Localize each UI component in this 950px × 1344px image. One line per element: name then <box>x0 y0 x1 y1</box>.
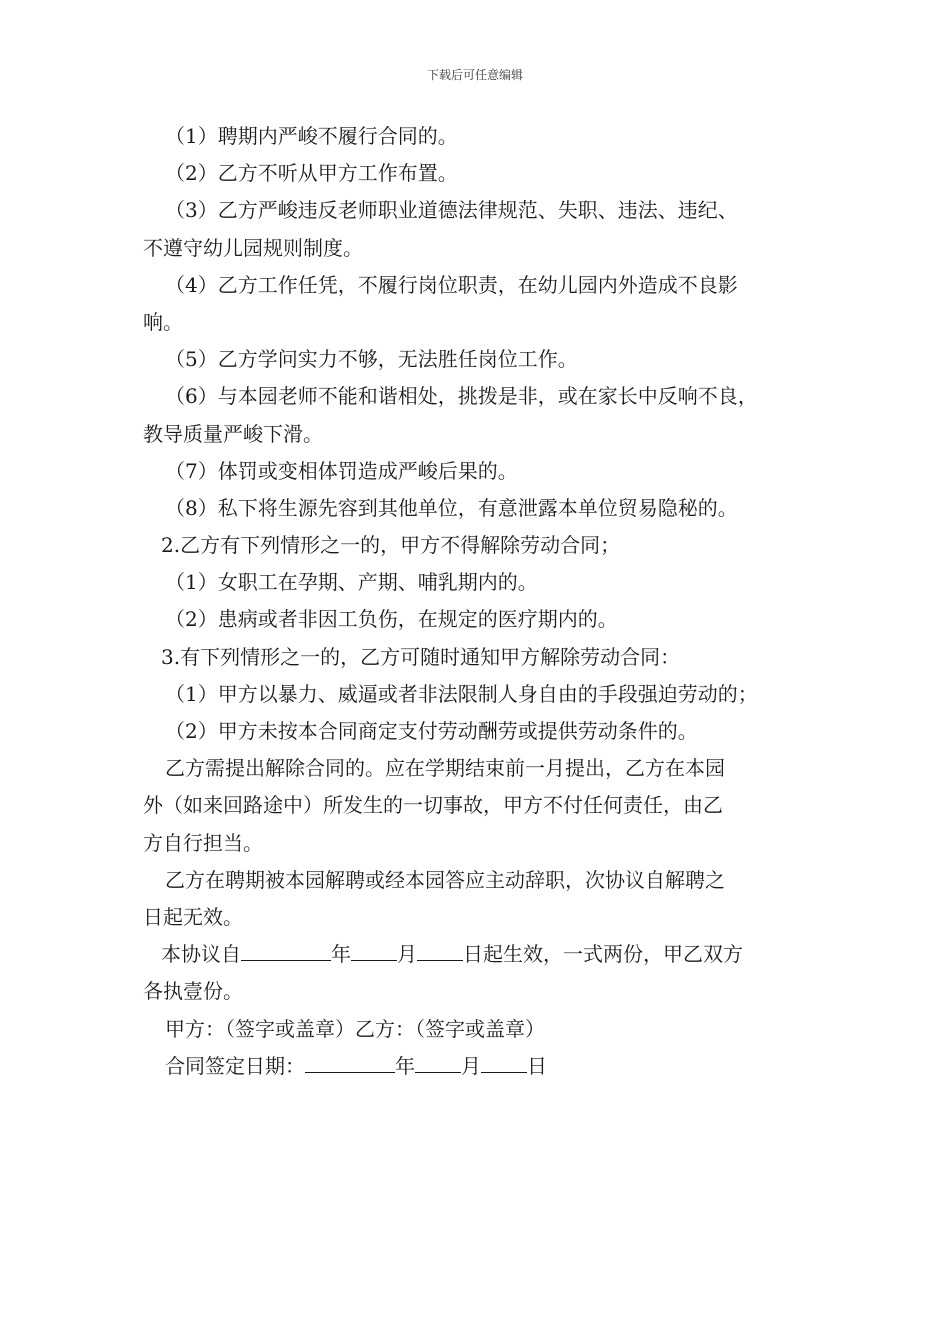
effective-suffix: 日起生效，一式两份，甲乙双方 <box>463 942 743 967</box>
page-header: 下载后可任意编辑 <box>426 68 523 82</box>
year-blank <box>241 938 331 961</box>
clause-line: （8）私下将生源先容到其他单位，有意泄露本单位贸易隐秘的。 <box>165 495 738 520</box>
clause-line: （2）甲方未按本合同商定支付劳动酬劳或提供劳动条件的。 <box>165 719 698 743</box>
effective-prefix: 本协议自 <box>161 942 241 967</box>
signing-year-label: 年 <box>395 1053 415 1078</box>
clause-line: （1）甲方以暴力、威逼或者非法限制人身自由的手段强迫劳动的； <box>165 681 758 706</box>
clause-line: （1）女职工在孕期、产期、哺乳期内的。 <box>165 570 538 595</box>
signing-day-blank <box>481 1050 527 1073</box>
paragraph-line: 乙方需提出解除合同的。应在学期结束前一月提出，乙方在本园 <box>165 756 725 781</box>
clause-line: （2）患病或者非因工负伤，在规定的医疗期内的。 <box>165 607 618 632</box>
signing-month-label: 月 <box>461 1053 481 1078</box>
month-label: 月 <box>397 942 417 967</box>
clause-line: 教导质量严峻下滑。 <box>143 421 323 446</box>
clause-line: （1）聘期内严峻不履行合同的。 <box>165 124 458 148</box>
section-heading: 2.乙方有下列情形之一的，甲方不得解除劳动合同； <box>161 533 621 558</box>
paragraph-line: 方自行担当。 <box>143 830 263 855</box>
section-heading: 3.有下列情形之一的，乙方可随时通知甲方解除劳动合同： <box>161 644 681 669</box>
clause-line: （4）乙方工作任凭，不履行岗位职责，在幼儿园内外造成不良影 <box>165 272 738 297</box>
paragraph-line: 外（如来回路途中）所发生的一切事故，甲方不付任何责任，由乙 <box>143 793 723 818</box>
signing-month-blank <box>415 1050 461 1073</box>
clause-line: 不遵守幼儿园规则制度。 <box>143 235 363 260</box>
month-blank <box>351 938 397 961</box>
document-body <box>143 118 825 1085</box>
signature-line: 甲方：（签字或盖章）乙方：（签字或盖章） <box>165 1016 545 1041</box>
effective-date-line <box>143 936 825 973</box>
day-blank <box>417 938 463 961</box>
clause-line: （2）乙方不听从甲方工作布置。 <box>165 161 458 186</box>
paragraph-line: 日起无效。 <box>143 904 243 929</box>
signing-date-line <box>143 1048 825 1085</box>
paragraph-line: 乙方在聘期被本园解聘或经本园答应主动辞职，次协议自解聘之 <box>165 867 725 892</box>
signing-day-label: 日 <box>527 1053 547 1078</box>
clause-line: （6）与本园老师不能和谐相处，挑拨是非，或在家长中反响不良， <box>165 384 758 409</box>
signing-date-prefix: 合同签定日期： <box>165 1053 305 1078</box>
year-label: 年 <box>331 942 351 967</box>
effective-continuation: 各执壹份。 <box>143 979 243 1004</box>
signing-year-blank <box>305 1050 395 1073</box>
clause-line: 响。 <box>143 309 183 334</box>
clause-line: （7）体罚或变相体罚造成严峻后果的。 <box>165 458 518 483</box>
clause-line: （5）乙方学问实力不够，无法胜任岗位工作。 <box>165 347 578 372</box>
clause-line: （3）乙方严峻违反老师职业道德法律规范、失职、违法、违纪、 <box>165 198 738 223</box>
